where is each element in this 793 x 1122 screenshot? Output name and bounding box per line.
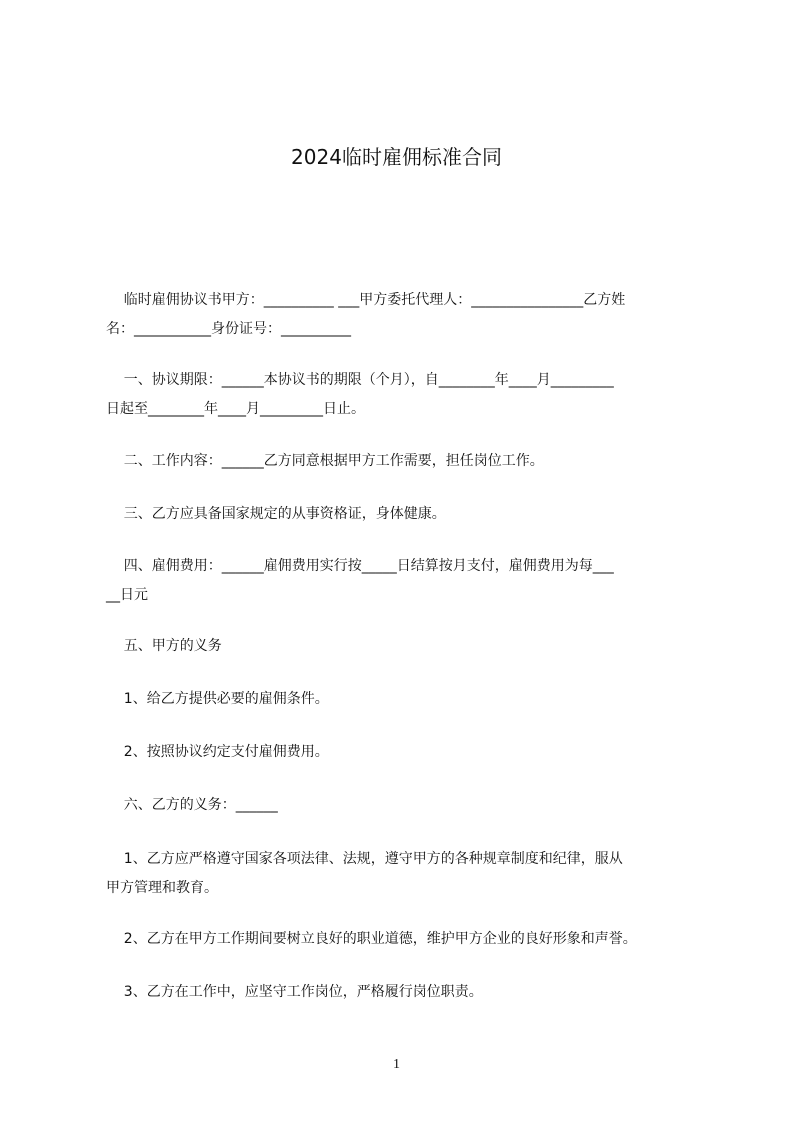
- paragraph-line: 三、乙方应具备国家规定的从事资格证，身体健康。: [106, 506, 446, 522]
- paragraph-section-2: [106, 447, 722, 476]
- paragraph-line: 临时雇佣协议书甲方：__________ ___甲方委托代理人：________________乙方姓: [106, 292, 626, 308]
- paragraph-section-5-1: [106, 685, 722, 714]
- paragraph-line: 3、乙方在工作中，应坚守工作岗位，严格履行岗位职责。: [106, 984, 483, 1000]
- paragraph-section-6-1: [106, 845, 722, 903]
- paragraph-section-5-2: [106, 738, 722, 767]
- paragraph-line: 日起至________年____月_________日止。: [106, 401, 365, 417]
- paragraph-line: 2、按照协议约定支付雇佣费用。: [106, 744, 329, 760]
- paragraph-line: 二、工作内容：______乙方同意根据甲方工作需要，担任岗位工作。: [106, 453, 544, 469]
- paragraph-section-4: [106, 552, 722, 610]
- paragraph-section-6-3: [106, 978, 722, 1007]
- paragraph-line: 名：___________身份证号：__________: [106, 321, 351, 337]
- paragraph-line: 1、乙方应严格遵守国家各项法律、法规，遵守甲方的各种规章制度和纪律，服从: [106, 851, 623, 867]
- paragraph-line: 五、甲方的义务: [106, 638, 222, 654]
- paragraph-line: __日元: [106, 587, 148, 603]
- paragraph-section-6-2: [106, 925, 722, 954]
- paragraph-section-3: [106, 500, 722, 529]
- paragraph-line: 2、乙方在甲方工作期间要树立良好的职业道德，维护甲方企业的良好形象和声誉。: [106, 931, 637, 947]
- paragraph-line: 甲方管理和教育。: [106, 880, 218, 896]
- page-number: 1: [393, 1057, 400, 1072]
- paragraph-section-1: [106, 366, 722, 424]
- paragraph-intro: [106, 286, 722, 344]
- paragraph-section-5: [106, 632, 722, 661]
- paragraph-line: 一、协议期限：______本协议书的期限（个月），自________年____月_________: [106, 372, 614, 388]
- document-title: 2024临时雇佣标准合同: [291, 145, 502, 169]
- paragraph-line: 六、乙方的义务：______: [106, 797, 278, 813]
- paragraph-section-6: [106, 791, 722, 820]
- paragraph-line: 四、雇佣费用：______雇佣费用实行按_____日结算按月支付，雇佣费用为每___: [106, 558, 614, 574]
- paragraph-line: 1、给乙方提供必要的雇佣条件。: [106, 691, 329, 707]
